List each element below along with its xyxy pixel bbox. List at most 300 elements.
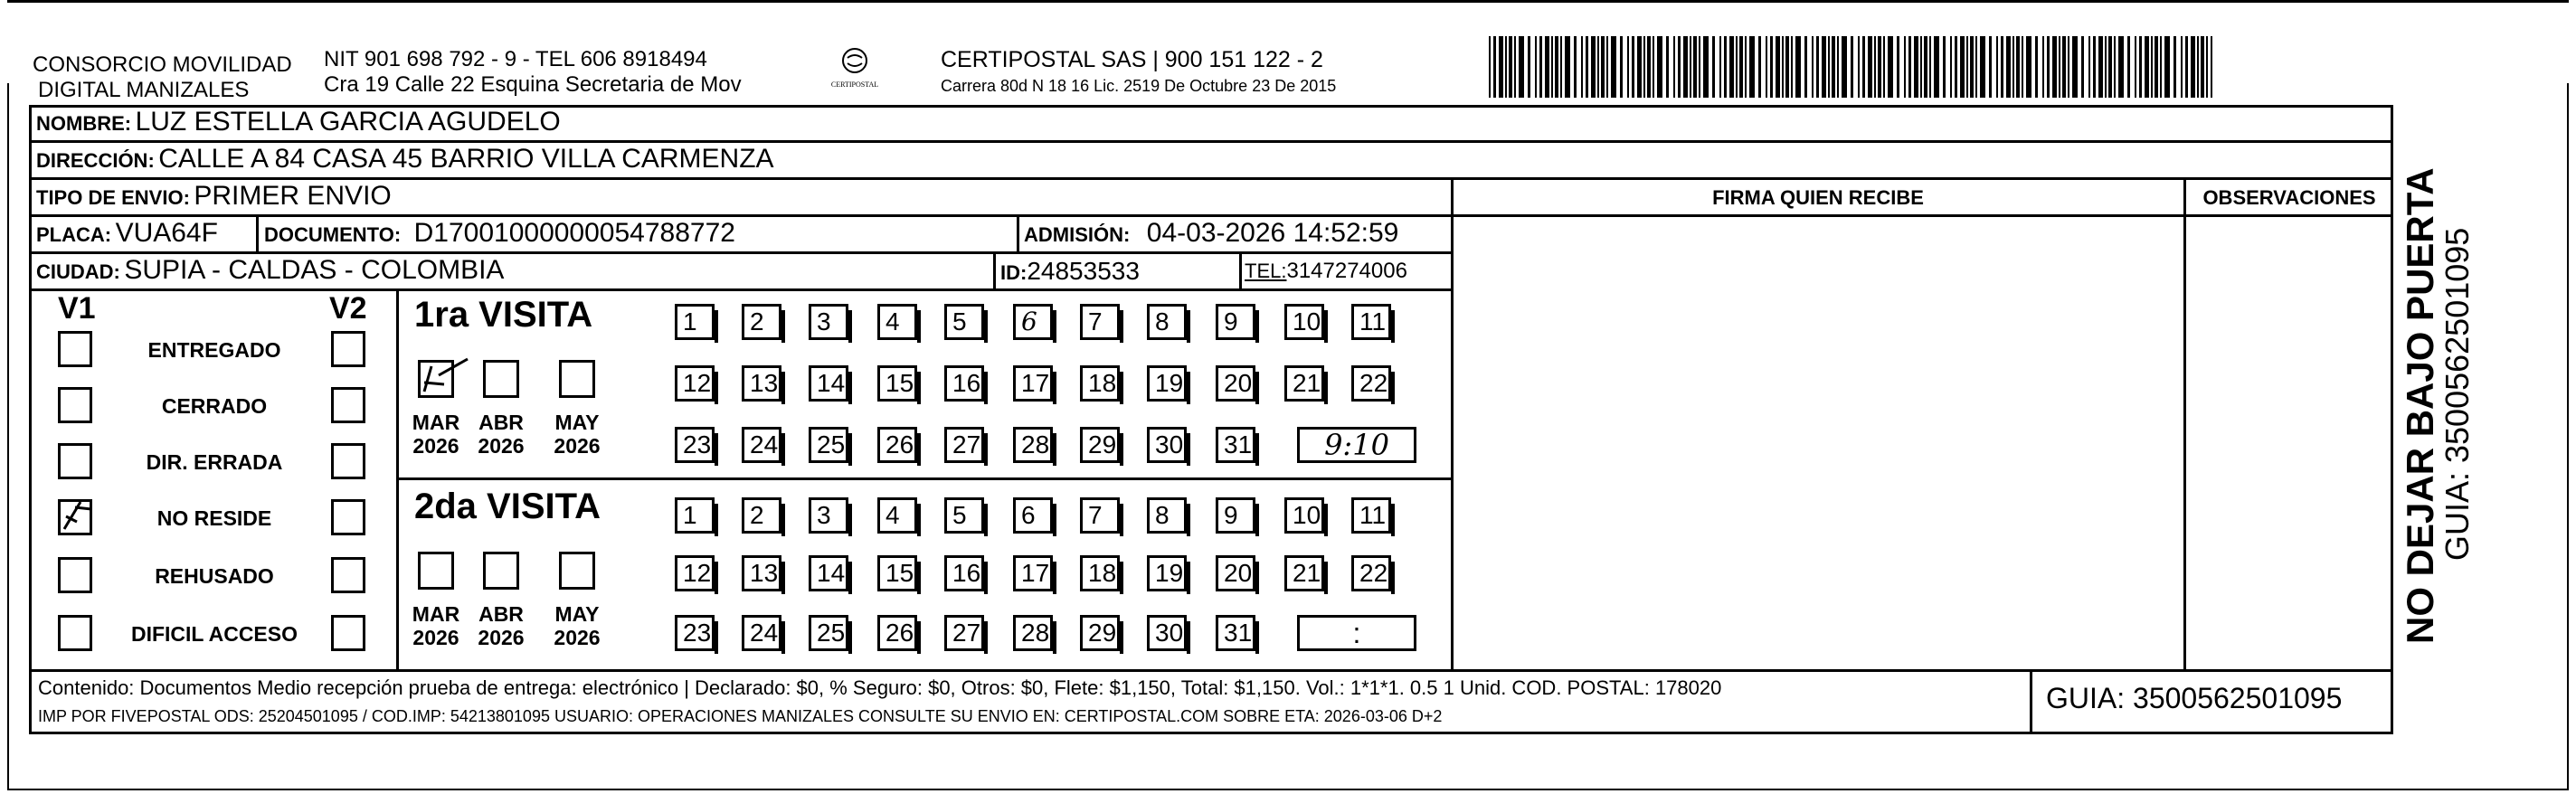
row-line-2 <box>29 177 2393 180</box>
barcode-bar <box>2191 36 2195 98</box>
month-label <box>407 602 465 649</box>
day-box[interactable] <box>877 615 917 651</box>
tipo-label: TIPO DE ENVIO: <box>36 186 190 209</box>
barcode-bar <box>2197 36 2199 98</box>
month-label <box>548 602 606 649</box>
barcode-bar <box>1678 36 1681 98</box>
month-year: 2026 <box>478 434 525 458</box>
day-number: 19 <box>1155 369 1184 397</box>
admision-value: 04-03-2026 14:52:59 <box>1146 218 1399 248</box>
day-box[interactable] <box>1013 427 1053 463</box>
barcode-bar <box>1627 36 1629 98</box>
col-line-placa <box>256 214 259 251</box>
day-number: 1 <box>683 307 697 336</box>
barcode-bar <box>2052 36 2057 98</box>
barcode-bar <box>2068 36 2069 98</box>
barcode-bar <box>1782 36 1784 98</box>
barcode-bar <box>1832 36 1835 98</box>
barcode-bar <box>2155 36 2158 98</box>
day-box[interactable] <box>877 304 917 340</box>
barcode-bar <box>1950 36 1952 98</box>
day-box[interactable] <box>742 365 781 402</box>
barcode-bar <box>2151 36 2153 98</box>
day-box[interactable] <box>809 304 848 340</box>
footer-contenido: Contenido: Documentos Medio recepción prueba de entrega: electrónico | Declarado: $0, % Seguro: $0, Otros: $0, Flete: $1,150, Total: $1,150. Vol.: 1*1*1. 0.5 1 Unid. COD. POSTAL: 178020 <box>38 676 1722 699</box>
v2-checkbox[interactable] <box>331 499 365 535</box>
barcode-bar <box>1643 36 1645 98</box>
tipo-row <box>36 181 392 212</box>
day-box[interactable] <box>1147 555 1187 591</box>
day-box[interactable] <box>809 427 848 463</box>
day-number: 14 <box>817 559 846 587</box>
month-checkbox[interactable] <box>559 360 595 398</box>
barcode-bar <box>1653 36 1654 98</box>
month-name: ABR <box>478 411 524 434</box>
day-number: 9 <box>1224 501 1238 529</box>
barcode-bar <box>1539 36 1542 98</box>
direccion-row <box>36 144 774 175</box>
day-box[interactable] <box>944 304 984 340</box>
day-number: 25 <box>817 619 846 647</box>
v1-label: V1 <box>58 291 96 326</box>
carrier-info <box>941 47 1336 96</box>
barcode-bar <box>2088 36 2090 98</box>
v2-checkbox[interactable] <box>331 557 365 593</box>
day-number: 21 <box>1293 559 1321 587</box>
day-number: 12 <box>683 369 712 397</box>
barcode-bar <box>2127 36 2130 98</box>
v1-checkbox[interactable] <box>58 615 92 651</box>
barcode-bar <box>1509 36 1512 98</box>
barcode-bar <box>1620 36 1623 98</box>
day-box[interactable] <box>877 427 917 463</box>
barcode-bar <box>2185 36 2188 98</box>
carrier-line: CERTIPOSTAL SAS | 900 151 122 - 2 <box>941 47 1323 72</box>
visit2-title: 2da VISITA <box>414 487 601 526</box>
barcode-bar <box>1514 36 1516 98</box>
barcode-bar <box>1739 36 1743 98</box>
day-number: 7 <box>1088 501 1103 529</box>
status-option-label: DIR. ERRADA <box>146 450 283 474</box>
day-number: 22 <box>1359 559 1388 587</box>
barcode-bar <box>1934 36 1939 98</box>
day-box[interactable] <box>742 615 781 651</box>
barcode-bar <box>1505 36 1507 98</box>
ciudad-cell <box>36 255 504 286</box>
day-box[interactable] <box>742 427 781 463</box>
day-box[interactable] <box>1351 555 1391 591</box>
barcode-bar <box>2114 36 2116 98</box>
time-field[interactable]: : <box>1297 615 1416 651</box>
barcode-bar <box>1606 36 1608 98</box>
barcode-bar <box>1758 36 1761 98</box>
id-value: 24853533 <box>1027 257 1140 285</box>
month-year: 2026 <box>554 434 601 458</box>
day-box[interactable] <box>809 555 848 591</box>
barcode-bar <box>1960 36 1965 98</box>
day-box[interactable] <box>877 365 917 402</box>
day-number: 31 <box>1224 619 1253 647</box>
day-number: 18 <box>1088 559 1117 587</box>
day-number: 10 <box>1293 501 1321 529</box>
day-box[interactable] <box>1284 365 1324 402</box>
day-box[interactable] <box>1147 427 1187 463</box>
day-box[interactable] <box>809 365 848 402</box>
barcode-bar <box>1868 36 1872 98</box>
v2-checkbox[interactable] <box>331 387 365 423</box>
admision-cell <box>1024 218 1398 249</box>
barcode-bar <box>1874 36 1876 98</box>
day-box[interactable] <box>675 555 715 591</box>
day-box[interactable] <box>1080 615 1120 651</box>
barcode-bar <box>2001 36 2003 98</box>
barcode-bar <box>2059 36 2060 98</box>
day-box[interactable] <box>877 555 917 591</box>
nombre-value: LUZ ESTELLA GARCIA AGUDELO <box>135 107 561 137</box>
barcode-bar <box>1878 36 1881 98</box>
barcode-bar <box>1812 36 1814 98</box>
day-box[interactable] <box>1284 497 1324 534</box>
day-box[interactable] <box>1216 615 1255 651</box>
barcode-bar <box>1647 36 1651 98</box>
barcode-bar <box>1555 36 1558 98</box>
day-box[interactable] <box>1080 304 1120 340</box>
barcode-bar <box>2108 36 2112 98</box>
day-box[interactable] <box>944 427 984 463</box>
month-year: 2026 <box>412 434 459 458</box>
barcode-bar <box>1693 36 1697 98</box>
day-number: 13 <box>750 559 779 587</box>
barcode-bar <box>2093 36 2096 98</box>
documento-value: D17001000000054788772 <box>413 218 735 248</box>
barcode-bar <box>1851 36 1853 98</box>
day-box[interactable] <box>1351 497 1391 534</box>
barcode-bar <box>1745 36 1747 98</box>
barcode-bar <box>1955 36 1957 98</box>
barcode-bar <box>1749 36 1755 98</box>
month-checkbox[interactable] <box>483 552 519 590</box>
barcode-bar <box>1975 36 1977 98</box>
day-box[interactable] <box>1351 304 1391 340</box>
month-checkbox[interactable] <box>559 552 595 590</box>
barcode-bar <box>2081 36 2084 98</box>
day-box[interactable] <box>675 304 715 340</box>
month-checkbox[interactable] <box>418 552 454 590</box>
v2-checkbox[interactable] <box>331 615 365 651</box>
barcode-bar <box>1545 36 1549 98</box>
day-box[interactable] <box>1284 555 1324 591</box>
v1-checkbox[interactable] <box>58 443 92 479</box>
day-box[interactable] <box>1013 615 1053 651</box>
address-line: Cra 19 Calle 22 Esquina Secretaria de Mov <box>324 72 742 97</box>
placa-cell <box>36 218 218 249</box>
day-box[interactable] <box>1080 555 1120 591</box>
day-number: 8 <box>1155 501 1170 529</box>
barcode-bar <box>1519 36 1524 98</box>
day-box[interactable] <box>742 304 781 340</box>
barcode-bar <box>2006 36 2011 98</box>
day-box[interactable] <box>1080 427 1120 463</box>
barcode-bar <box>1719 36 1721 98</box>
company-info <box>324 47 742 98</box>
barcode-bar <box>2145 36 2149 98</box>
barcode-bar <box>1712 36 1715 98</box>
day-number: 10 <box>1293 307 1321 336</box>
day-box[interactable] <box>1216 304 1255 340</box>
day-number: 27 <box>952 430 981 458</box>
month-name: MAY <box>554 411 600 434</box>
barcode-bar <box>2201 36 2204 98</box>
v1-checkbox[interactable] <box>58 387 92 423</box>
month-name: MAR <box>412 411 460 434</box>
barcode-bar <box>1499 36 1503 98</box>
barcode-bar <box>1804 36 1807 98</box>
barcode-bar <box>1493 36 1496 98</box>
day-box[interactable] <box>1080 365 1120 402</box>
barcode-bar <box>1970 36 1974 98</box>
day-number: 29 <box>1088 430 1117 458</box>
barcode-bar <box>1724 36 1727 98</box>
day-box[interactable] <box>1147 304 1187 340</box>
day-number: 23 <box>683 430 712 458</box>
barcode-bar <box>1914 36 1918 98</box>
barcode-bar <box>2160 36 2162 98</box>
v1-checkbox[interactable] <box>58 499 92 535</box>
barcode-graphic <box>1489 36 2212 98</box>
barcode-bar <box>2139 36 2142 98</box>
day-number: 16 <box>952 369 981 397</box>
barcode-bar <box>1770 36 1773 98</box>
day-number: 30 <box>1155 619 1184 647</box>
barcode-bar <box>1560 36 1562 98</box>
v2-checkbox[interactable] <box>331 443 365 479</box>
day-number: 26 <box>886 619 914 647</box>
barcode-bar <box>1897 36 1899 98</box>
barcode-bar <box>1586 36 1588 98</box>
day-box[interactable] <box>1080 497 1120 534</box>
admision-label: ADMISIÓN: <box>1024 223 1131 246</box>
day-number: 12 <box>683 559 712 587</box>
day-number: 3 <box>817 501 831 529</box>
carrier-license: Carrera 80d N 18 16 Lic. 2519 De Octubre 23 De 2015 <box>941 77 1337 95</box>
footer-imp-line: IMP POR FIVEPOSTAL ODS: 25204501095 / COD.IMP: 54213801095 USUARIO: OPERACIONES MANIZALES CONSULTE SU ENVIO EN: CERTIPOSTAL.COM SOBRE ETA: 2026-03-06 D+2 <box>38 707 1443 725</box>
company-line1: CONSORCIO MOVILIDAD <box>33 52 292 77</box>
day-number: 15 <box>886 369 914 397</box>
barcode-bar <box>1535 36 1537 98</box>
tel-value: 3147274006 <box>1286 259 1407 283</box>
ciudad-value: SUPIA - CALDAS - COLOMBIA <box>124 255 505 285</box>
top-edge-line <box>7 0 2569 3</box>
v1-checkbox[interactable] <box>58 557 92 593</box>
side-guia: GUIA: 3500562501095 <box>2439 227 2476 561</box>
barcode-bar <box>1683 36 1688 98</box>
day-number: 11 <box>1359 501 1387 529</box>
certipostal-logo <box>825 45 885 89</box>
status-option-label: NO RESIDE <box>156 506 272 530</box>
day-box[interactable] <box>877 497 917 534</box>
barcode-bar <box>1888 36 1893 98</box>
col-line-guia-footer <box>2030 669 2032 734</box>
month-checkbox[interactable] <box>483 360 519 398</box>
barcode-bar <box>1996 36 1998 98</box>
col-line-admision <box>1017 214 1019 251</box>
barcode-bar <box>1883 36 1885 98</box>
day-number: 22 <box>1359 369 1388 397</box>
day-number: 29 <box>1088 619 1117 647</box>
v2-checkbox[interactable] <box>331 331 365 367</box>
month-year: 2026 <box>412 626 459 649</box>
day-box[interactable] <box>1216 365 1255 402</box>
id-cell <box>1000 257 1140 286</box>
barcode-bar <box>2164 36 2170 98</box>
barcode-bar <box>1666 36 1669 98</box>
company-name <box>33 52 292 103</box>
footer-line <box>29 669 2393 672</box>
barcode-bar <box>2026 36 2031 98</box>
checkmark-icon <box>417 357 471 397</box>
day-number: 24 <box>750 430 779 458</box>
direccion-value: CALLE A 84 CASA 45 BARRIO VILLA CARMENZA <box>158 144 774 174</box>
barcode-bar <box>1943 36 1946 98</box>
day-number: 26 <box>886 430 914 458</box>
barcode-bar <box>1591 36 1596 98</box>
day-number: 30 <box>1155 430 1184 458</box>
day-number: 24 <box>750 619 779 647</box>
day-number: 4 <box>886 501 900 529</box>
row-line-3 <box>29 214 2393 217</box>
day-box[interactable] <box>1216 497 1255 534</box>
barcode-bar <box>1699 36 1700 98</box>
row-line-5 <box>29 288 1453 291</box>
day-number: 8 <box>1155 307 1170 336</box>
placa-label: PLACA: <box>36 223 112 246</box>
time-field[interactable]: 9:10 <box>1297 427 1416 463</box>
tel-label: TEL: <box>1245 260 1287 282</box>
day-number: 31 <box>1224 430 1253 458</box>
barcode-bar <box>1828 36 1830 98</box>
barcode-bar <box>1637 36 1642 98</box>
day-box[interactable] <box>742 555 781 591</box>
barcode-bar <box>2062 36 2066 98</box>
day-box[interactable] <box>675 365 715 402</box>
day-number: 9 <box>1224 307 1238 336</box>
day-number: 20 <box>1224 559 1253 587</box>
day-box[interactable] <box>944 497 984 534</box>
barcode-bar <box>1657 36 1662 98</box>
barcode-bar <box>1837 36 1839 98</box>
day-box[interactable] <box>1013 497 1053 534</box>
barcode-bar <box>1842 36 1847 98</box>
barcode-bar <box>2012 36 2014 98</box>
col-line-id <box>993 251 996 288</box>
day-box[interactable] <box>1351 365 1391 402</box>
barcode-bar <box>2042 36 2044 98</box>
month-checkbox[interactable] <box>418 360 454 398</box>
day-number: 3 <box>817 307 831 336</box>
direccion-label: DIRECCIÓN: <box>36 149 155 172</box>
barcode-bar <box>2174 36 2176 98</box>
day-box[interactable] <box>944 555 984 591</box>
day-number: 20 <box>1224 369 1253 397</box>
status-option-label: DIFICIL ACCESO <box>130 622 298 646</box>
barcode-bar <box>1632 36 1634 98</box>
day-box[interactable] <box>1013 365 1053 402</box>
month-name: MAY <box>554 602 600 626</box>
visit1-title: 1ra VISITA <box>414 295 593 335</box>
v1-checkbox[interactable] <box>58 331 92 367</box>
day-box[interactable] <box>1013 555 1053 591</box>
day-box[interactable] <box>675 615 715 651</box>
observaciones-header: OBSERVACIONES <box>2202 186 2376 209</box>
status-option-label: CERRADO <box>161 394 268 418</box>
row-line-1 <box>29 140 2393 143</box>
day-number: 1 <box>683 501 697 529</box>
day-number: 4 <box>886 307 900 336</box>
status-option-label: ENTREGADO <box>147 338 281 362</box>
day-number: 19 <box>1155 559 1184 587</box>
barcode-bar <box>1581 36 1583 98</box>
visit-divider-line <box>398 477 1453 480</box>
day-box[interactable] <box>1013 304 1053 340</box>
day-number: 11 <box>1359 307 1387 336</box>
barcode-bar <box>1690 36 1691 98</box>
day-box[interactable] <box>944 365 984 402</box>
day-box[interactable] <box>1284 304 1324 340</box>
barcode-bar <box>1980 36 1985 98</box>
day-box[interactable] <box>675 497 715 534</box>
barcode-bar <box>1791 36 1793 98</box>
month-name: ABR <box>478 602 524 626</box>
barcode-bar <box>1673 36 1675 98</box>
barcode-bar <box>2211 36 2212 98</box>
barcode-bar <box>2022 36 2023 98</box>
day-number: 23 <box>683 619 712 647</box>
barcode-bar <box>1551 36 1553 98</box>
day-number: 18 <box>1088 369 1117 397</box>
day-box[interactable] <box>809 615 848 651</box>
barcode-bar <box>1929 36 1931 98</box>
barcode-bar <box>1574 36 1577 98</box>
day-box[interactable] <box>742 497 781 534</box>
barcode-bar <box>1776 36 1780 98</box>
day-box[interactable] <box>1147 365 1187 402</box>
barcode-bar <box>1736 36 1738 98</box>
day-box[interactable] <box>1147 497 1187 534</box>
day-box[interactable] <box>809 497 848 534</box>
day-number: 17 <box>1021 369 1050 397</box>
barcode-bar <box>1489 36 1491 98</box>
nombre-label: NOMBRE: <box>36 112 132 135</box>
nit-line: NIT 901 698 792 - 9 - TEL 606 8918494 <box>324 47 707 71</box>
day-box[interactable] <box>944 615 984 651</box>
day-box[interactable] <box>1147 615 1187 651</box>
day-number: 7 <box>1088 307 1103 336</box>
day-box[interactable] <box>1216 427 1255 463</box>
barcode-bar <box>1766 36 1767 98</box>
col-line-observaciones <box>2183 177 2186 671</box>
month-year: 2026 <box>478 626 525 649</box>
firma-header: FIRMA QUIEN RECIBE <box>1712 186 1924 209</box>
day-number: 28 <box>1021 430 1050 458</box>
day-box[interactable] <box>1216 555 1255 591</box>
day-box[interactable] <box>675 427 715 463</box>
barcode-bar <box>2181 36 2183 98</box>
status-option-label: REHUSADO <box>155 564 274 588</box>
barcode-bar <box>1989 36 1992 98</box>
barcode-bar <box>2118 36 2124 98</box>
day-number: 6 <box>1021 307 1037 336</box>
barcode-bar <box>1924 36 1927 98</box>
